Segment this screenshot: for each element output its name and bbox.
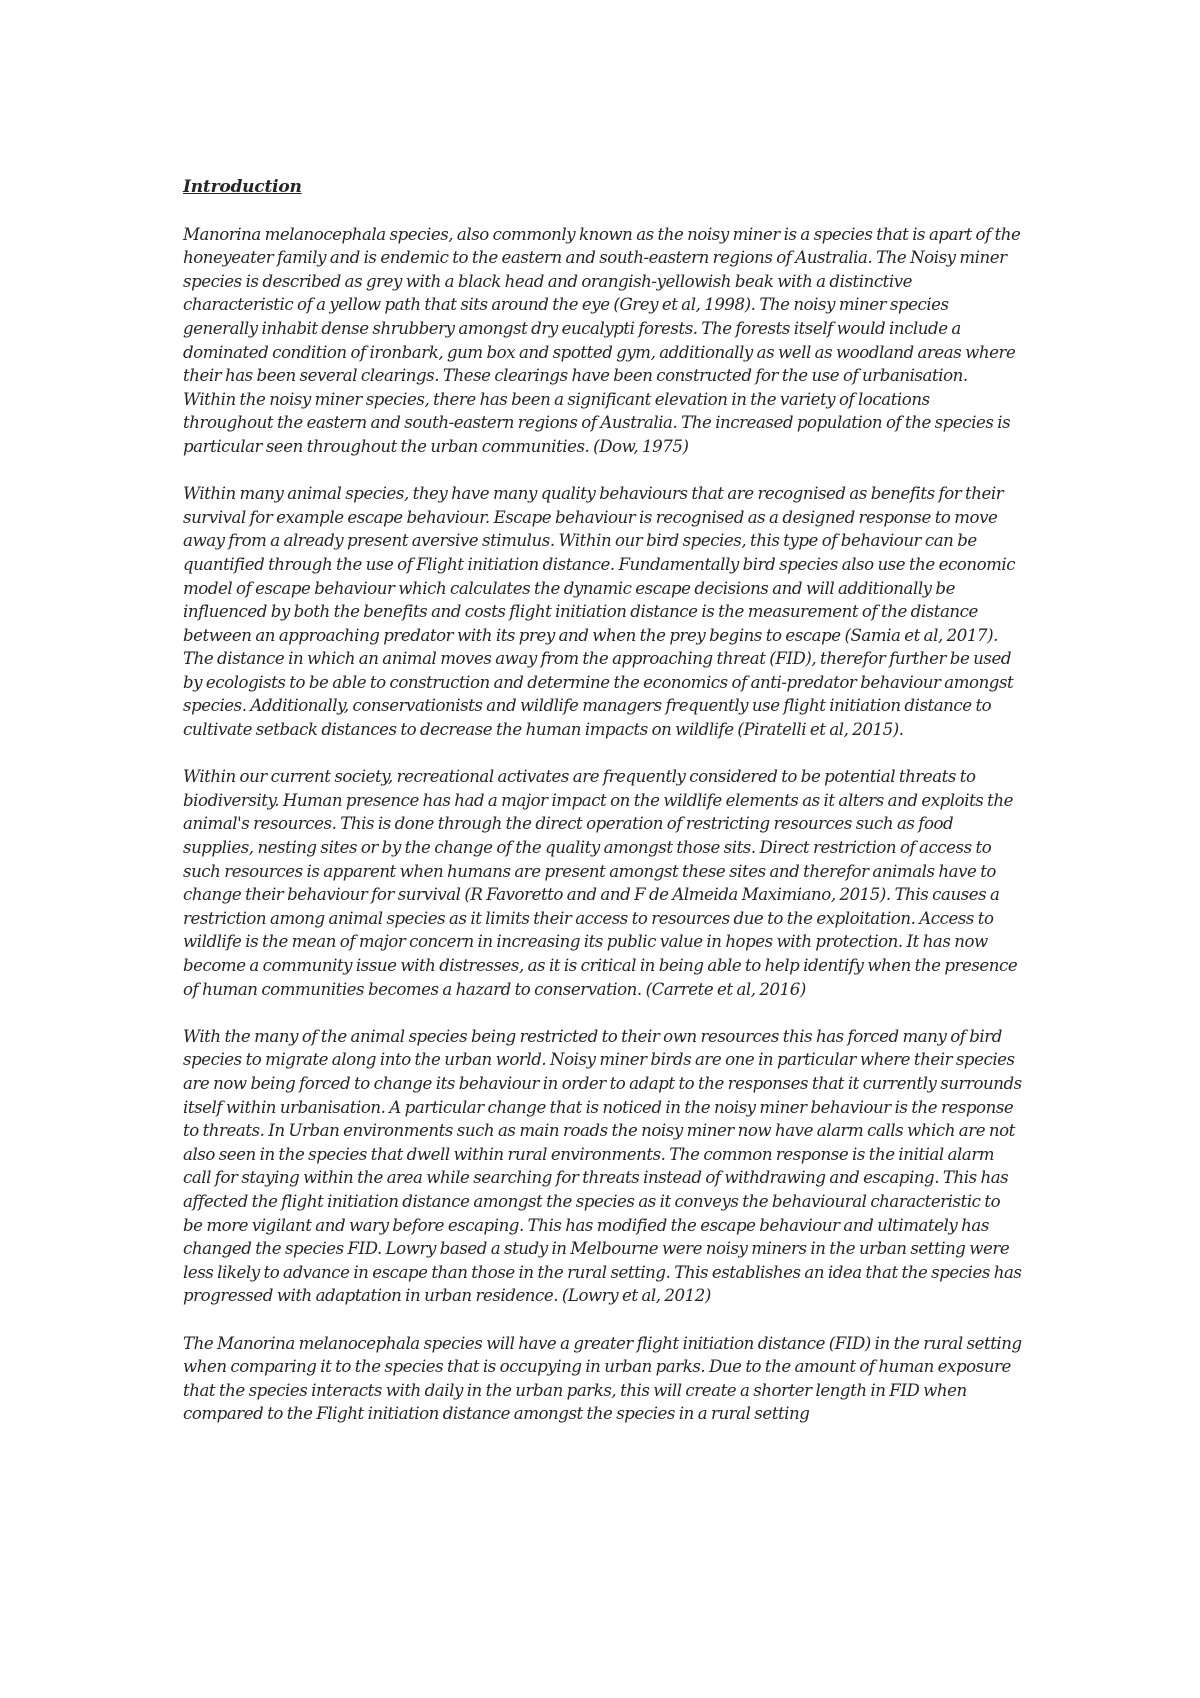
paragraph-4: With the many of the animal species being restricted to their own resources this has forced many of bird species to migrate along into the urban world. Noisy miner birds are one in particular where their species are now being forced to change its behaviour in order to adapt to the responses that it currently surrounds itself within urbanisation. A particular change that is noticed in the noisy miner behaviour is the response to threats. In Urban environments such as main roads the noisy miner now have alarm calls which are not also seen in the species that dwell within rural environments. The common response is the initial alarm call for staying within the area while searching for threats instead of withdrawing and escaping. This has affected the flight initiation distance amongst the species as it conveys the behavioural characteristic to be more vigilant and wary before escaping. This has modified the escape behaviour and ultimately has changed the species FID. Lowry based a study in Melbourne were noisy miners in the urban setting were less likely to advance in escape than those in the rural setting. This establishes an idea that the species has progressed with adaptation in urban residence. (Lowry et al, 2012) <box>183 1026 1022 1306</box>
paragraph-3: Within our current society, recreational activates are frequently considered to be potential threats to biodiversity. Human presence has had a major impact on the wildlife elements as it alters and exploits the animal's resources. This is done through the direct operation of restricting resources such as food supplies, nesting sites or by the change of the quality amongst those sits. Direct restriction of access to such resources is apparent when humans are present amongst these sites and therefor animals have to change their behaviour for survival (R Favoretto and and F de Almeida Maximiano, 2015). This causes a restriction among animal species as it limits their access to resources due to the exploitation. Access to wildlife is the mean of major concern in increasing its public value in hopes with protection. It has now become a community issue with distresses, as it is critical in being able to help identify when the presence of human communities becomes a hazard to conservation. (Carrete et al, 2016) <box>183 767 1018 999</box>
paragraph-1: Manorina melanocephala species, also commonly known as the noisy miner is a species that is apart of the honeyeater family and is endemic to the eastern and south-eastern regions of Australia. The Noisy miner species is described as grey with a black head and orangish-yellowish beak with a distinctive characteristic of a yellow path that sits around the eye (Grey et al, 1998). The noisy miner species generally inhabit dense shrubbery amongst dry eucalypti forests. The forests itself would include a dominated condition of ironbark, gum box and spotted gym, additionally as well as woodland areas where their has been several clearings. These clearings have been constructed for the use of urbanisation. Within the noisy miner species, there has been a significant elevation in the variety of locations throughout the eastern and south-eastern regions of Australia. The increased population of the species is particular seen throughout the urban communities. (Dow, 1975) <box>183 224 1021 456</box>
paragraph-2: Within many animal species, they have many quality behaviours that are recognised as benefits for their survival for example escape behaviour. Escape behaviour is recognised as a designed response to move away from a already present aversive stimulus. Within our bird species, this type of behaviour can be quantified through the use of Flight initiation distance. Fundamentally bird species also use the economic model of escape behaviour which calculates the dynamic escape decisions and will additionally be influenced by both the benefits and costs flight initiation distance is the measurement of the distance between an approaching predator with its prey and when the prey begins to escape (Samia et al, 2017). The distance in which an animal moves away from the approaching threat (FID), therefor further be used by ecologists to be able to construction and determine the economics of anti-predator behaviour amongst species. Additionally, conservationists and wildlife managers frequently use flight initiation distance to cultivate setback distances to decrease the human impacts on wildlife (Piratelli et al, 2015). <box>183 484 1016 740</box>
paragraph-5: The Manorina melanocephala species will have a greater flight initiation distance (FID) in the rural setting when comparing it to the species that is occupying in urban parks. Due to the amount of human exposure that the species interacts with daily in the urban parks, this will create a shorter length in FID when compared to the Flight initiation distance amongst the species in a rural setting <box>183 1333 1022 1424</box>
document-body <box>183 176 1023 1449</box>
section-heading: Introduction <box>183 177 302 197</box>
